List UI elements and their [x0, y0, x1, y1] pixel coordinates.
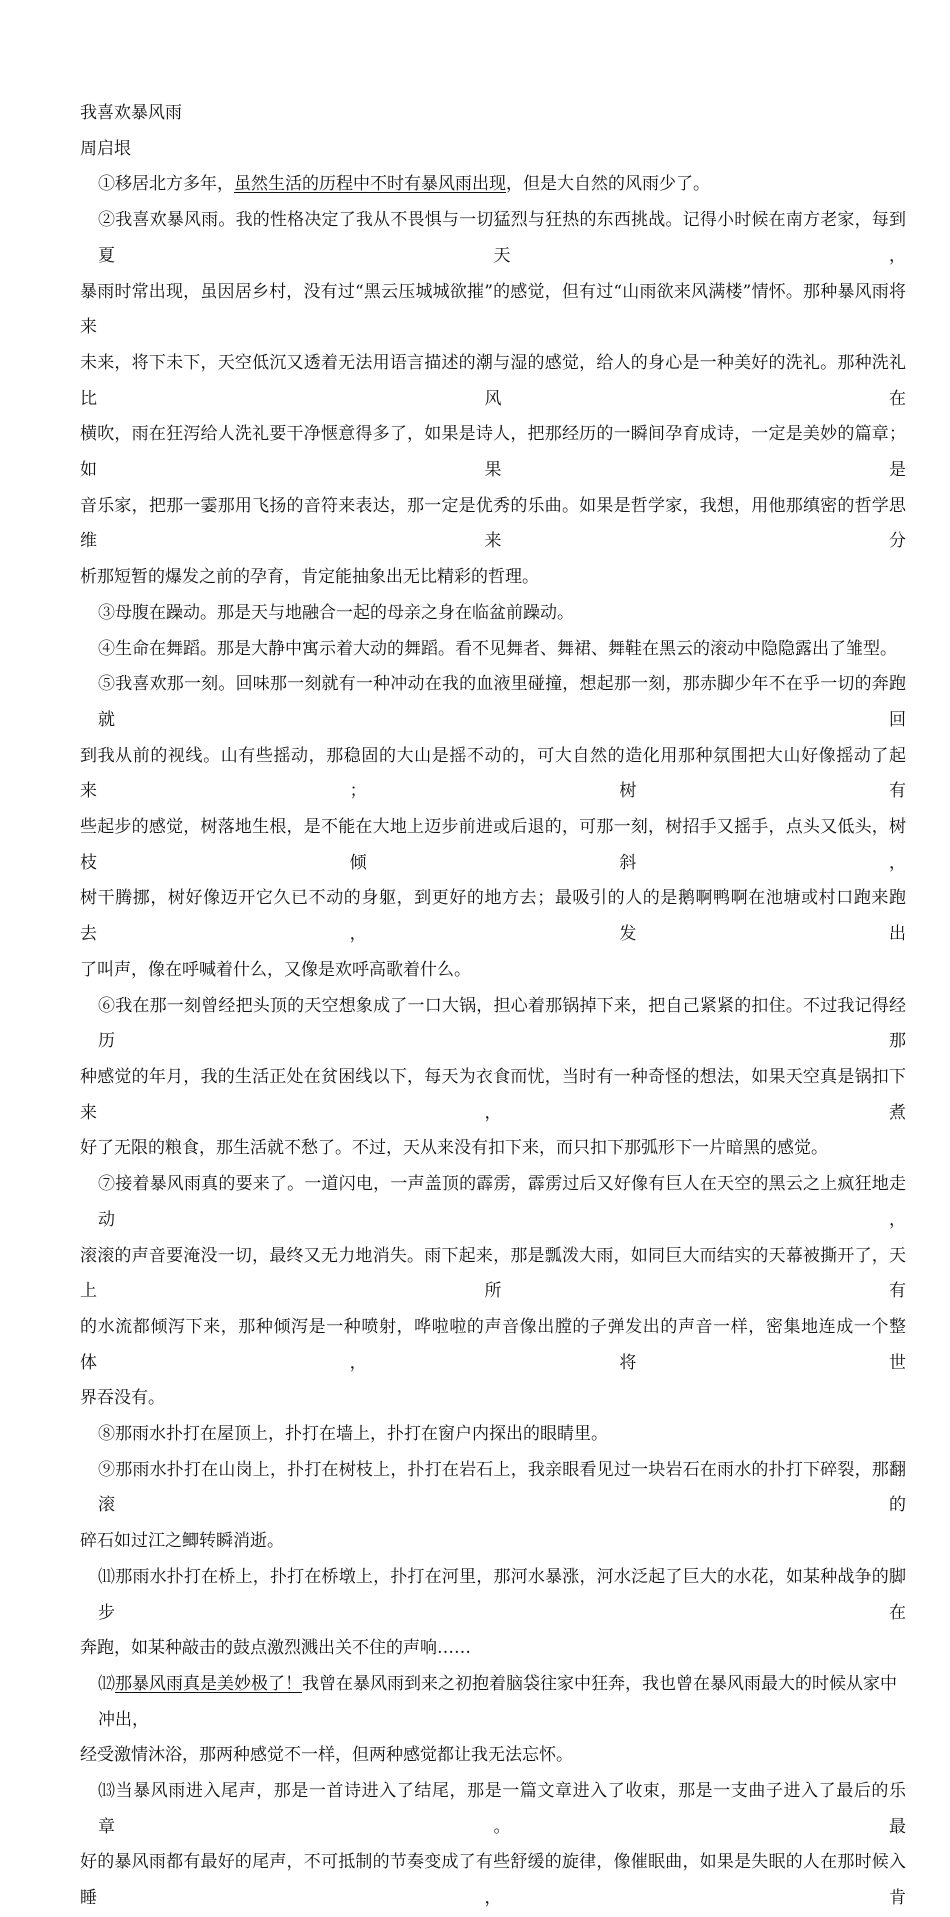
paragraph-7: ⑦接着暴风雨真的要来了。一道闪电，一声盖顶的霹雳，霹雳过后又好像有巨人在天空的黑云之上疯狂地走动， 滚滚的声音要淹没一切，最终又无力地消失。雨下起来，那是瓢泼大雨，如同巨大而结实的天幕被撕开了，天上所有 的水流都倾泻下来，那种倾泻是一种喷射，哗啦啦的声音像出膛的子弹发出的声音一样，密集地连成一个整体，将世 界吞没有。 — [80, 1174, 906, 1409]
document-body — [80, 0, 906, 1917]
paragraph-9: ⑨那雨水扑打在山岗上，扑打在树枝上，扑打在岩石上，我亲眼看见过一块岩石在雨水的扑打下碎裂，那翻滚的 碎石如过江之鲫转瞬消逝。 — [80, 1459, 906, 1552]
underlined-sentence: 虽然生活的历程中不时有暴风雨出现 — [234, 174, 506, 195]
paragraph-2: ②我喜欢暴风雨。我的性格决定了我从不畏惧与一切猛烈与狂热的东西挑战。记得小时候在南方老家，每到夏天， 暴雨时常出现，虽因居乡村，没有过“黑云压城城欲摧”的感觉，但有过“山雨欲来风满楼”情怀。那种暴风雨将来 未来，将下未下，天空低沉又透着无法用语言描述的潮与湿的感觉，给人的身心是一种美好的洗礼。那种洗礼比风在 横吹，雨在狂泻给人洗礼要干净惬意得多了，如果是诗人，把那经历的一瞬间孕育成诗，一定是美妙的篇章；如果是 音乐家，把那一霎那用飞扬的音符来表达，那一定是优秀的乐曲。如果是哲学家，我想，用他那缜密的哲学思维来分 析那短暂的爆发之前的孕育，肯定能抽象出无比精彩的哲理。 — [80, 210, 906, 588]
paragraph-13: ⒀当暴风雨进入尾声，那是一首诗进入了结尾，那是一篇文章进入了收束，那是一支曲子进入了最后的乐章。最 好的暴风雨都有最好的尾声，不可抵制的节奏变成了有些舒缓的旋律，像催眠曲，如果是失眠的人在那时候入睡，肯 — [80, 1781, 906, 1909]
paragraph-3: ③母腹在躁动。那是天与地融合一起的母亲之身在临盆前躁动。 — [98, 602, 574, 623]
paragraph-12: ⑿那暴风雨真是美妙极了！我曾在暴风雨到来之初抱着脑袋往家中狂奔，我也曾在暴风雨最大的时候从家中冲出， 经受激情沐浴，那两种感觉不一样，但两种感觉都让我无法忘怀。 — [80, 1673, 897, 1766]
paragraph-1: ①移居北方多年，虽然生活的历程中不时有暴风雨出现，但是大自然的风雨少了。 — [98, 174, 710, 195]
underlined-sentence: 那暴风雨真是美妙极了！ — [115, 1673, 302, 1694]
article-author: 周启垠 — [80, 138, 131, 159]
paragraph-11: ⑾那雨水扑打在桥上，扑打在桥墩上，扑打在河里，那河水暴涨，河水泛起了巨大的水花，如某种战争的脚步在 奔跑，如某种敲击的鼓点激烈溅出关不住的声响…… — [80, 1566, 906, 1659]
paragraph-6: ⑥我在那一刻曾经把头顶的天空想象成了一口大锅，担心着那锅掉下来，把自己紧紧的扣住。不过我记得经历那 种感觉的年月，我的生活正处在贫困线以下，每天为衣食而忧，当时有一种奇怪的想法，如果天空真是锅扣下来，煮 好了无限的粮食，那生活就不愁了。不过，天从来没有扣下来，而只扣下那弧形下一片暗黑的感觉。 — [80, 995, 906, 1159]
article-title: 我喜欢暴风雨 — [80, 103, 182, 123]
paragraph-8: ⑧那雨水扑打在屋顶上，扑打在墙上，扑打在窗户内探出的眼睛里。 — [98, 1424, 608, 1445]
paragraph-5: ⑤我喜欢那一刻。回味那一刻就有一种冲动在我的血液里碰撞，想起那一刻，那赤脚少年不在乎一切的奔跑就回 到我从前的视线。山有些摇动，那稳固的大山是摇不动的，可大自然的造化用那种氛围把大山好像摇动了起来；树有 些起步的感觉，树落地生根，是不能在大地上迈步前进或后退的，可那一刻，树招手又摇手，点头又低头，树枝倾斜， 树干腾挪，树好像迈开它久已不动的身躯，到更好的地方去；最吸引的人的是鹅啊鸭啊在池塘或村口跑来跑去，发出 了叫声，像在呼喊着什么，又像是欢呼高歌着什么。 — [80, 674, 906, 980]
paragraph-4: ④生命在舞蹈。那是大静中寓示着大动的舞蹈。看不见舞者、舞裙、舞鞋在黑云的滚动中隐隐露出了雏型。 — [98, 638, 897, 659]
